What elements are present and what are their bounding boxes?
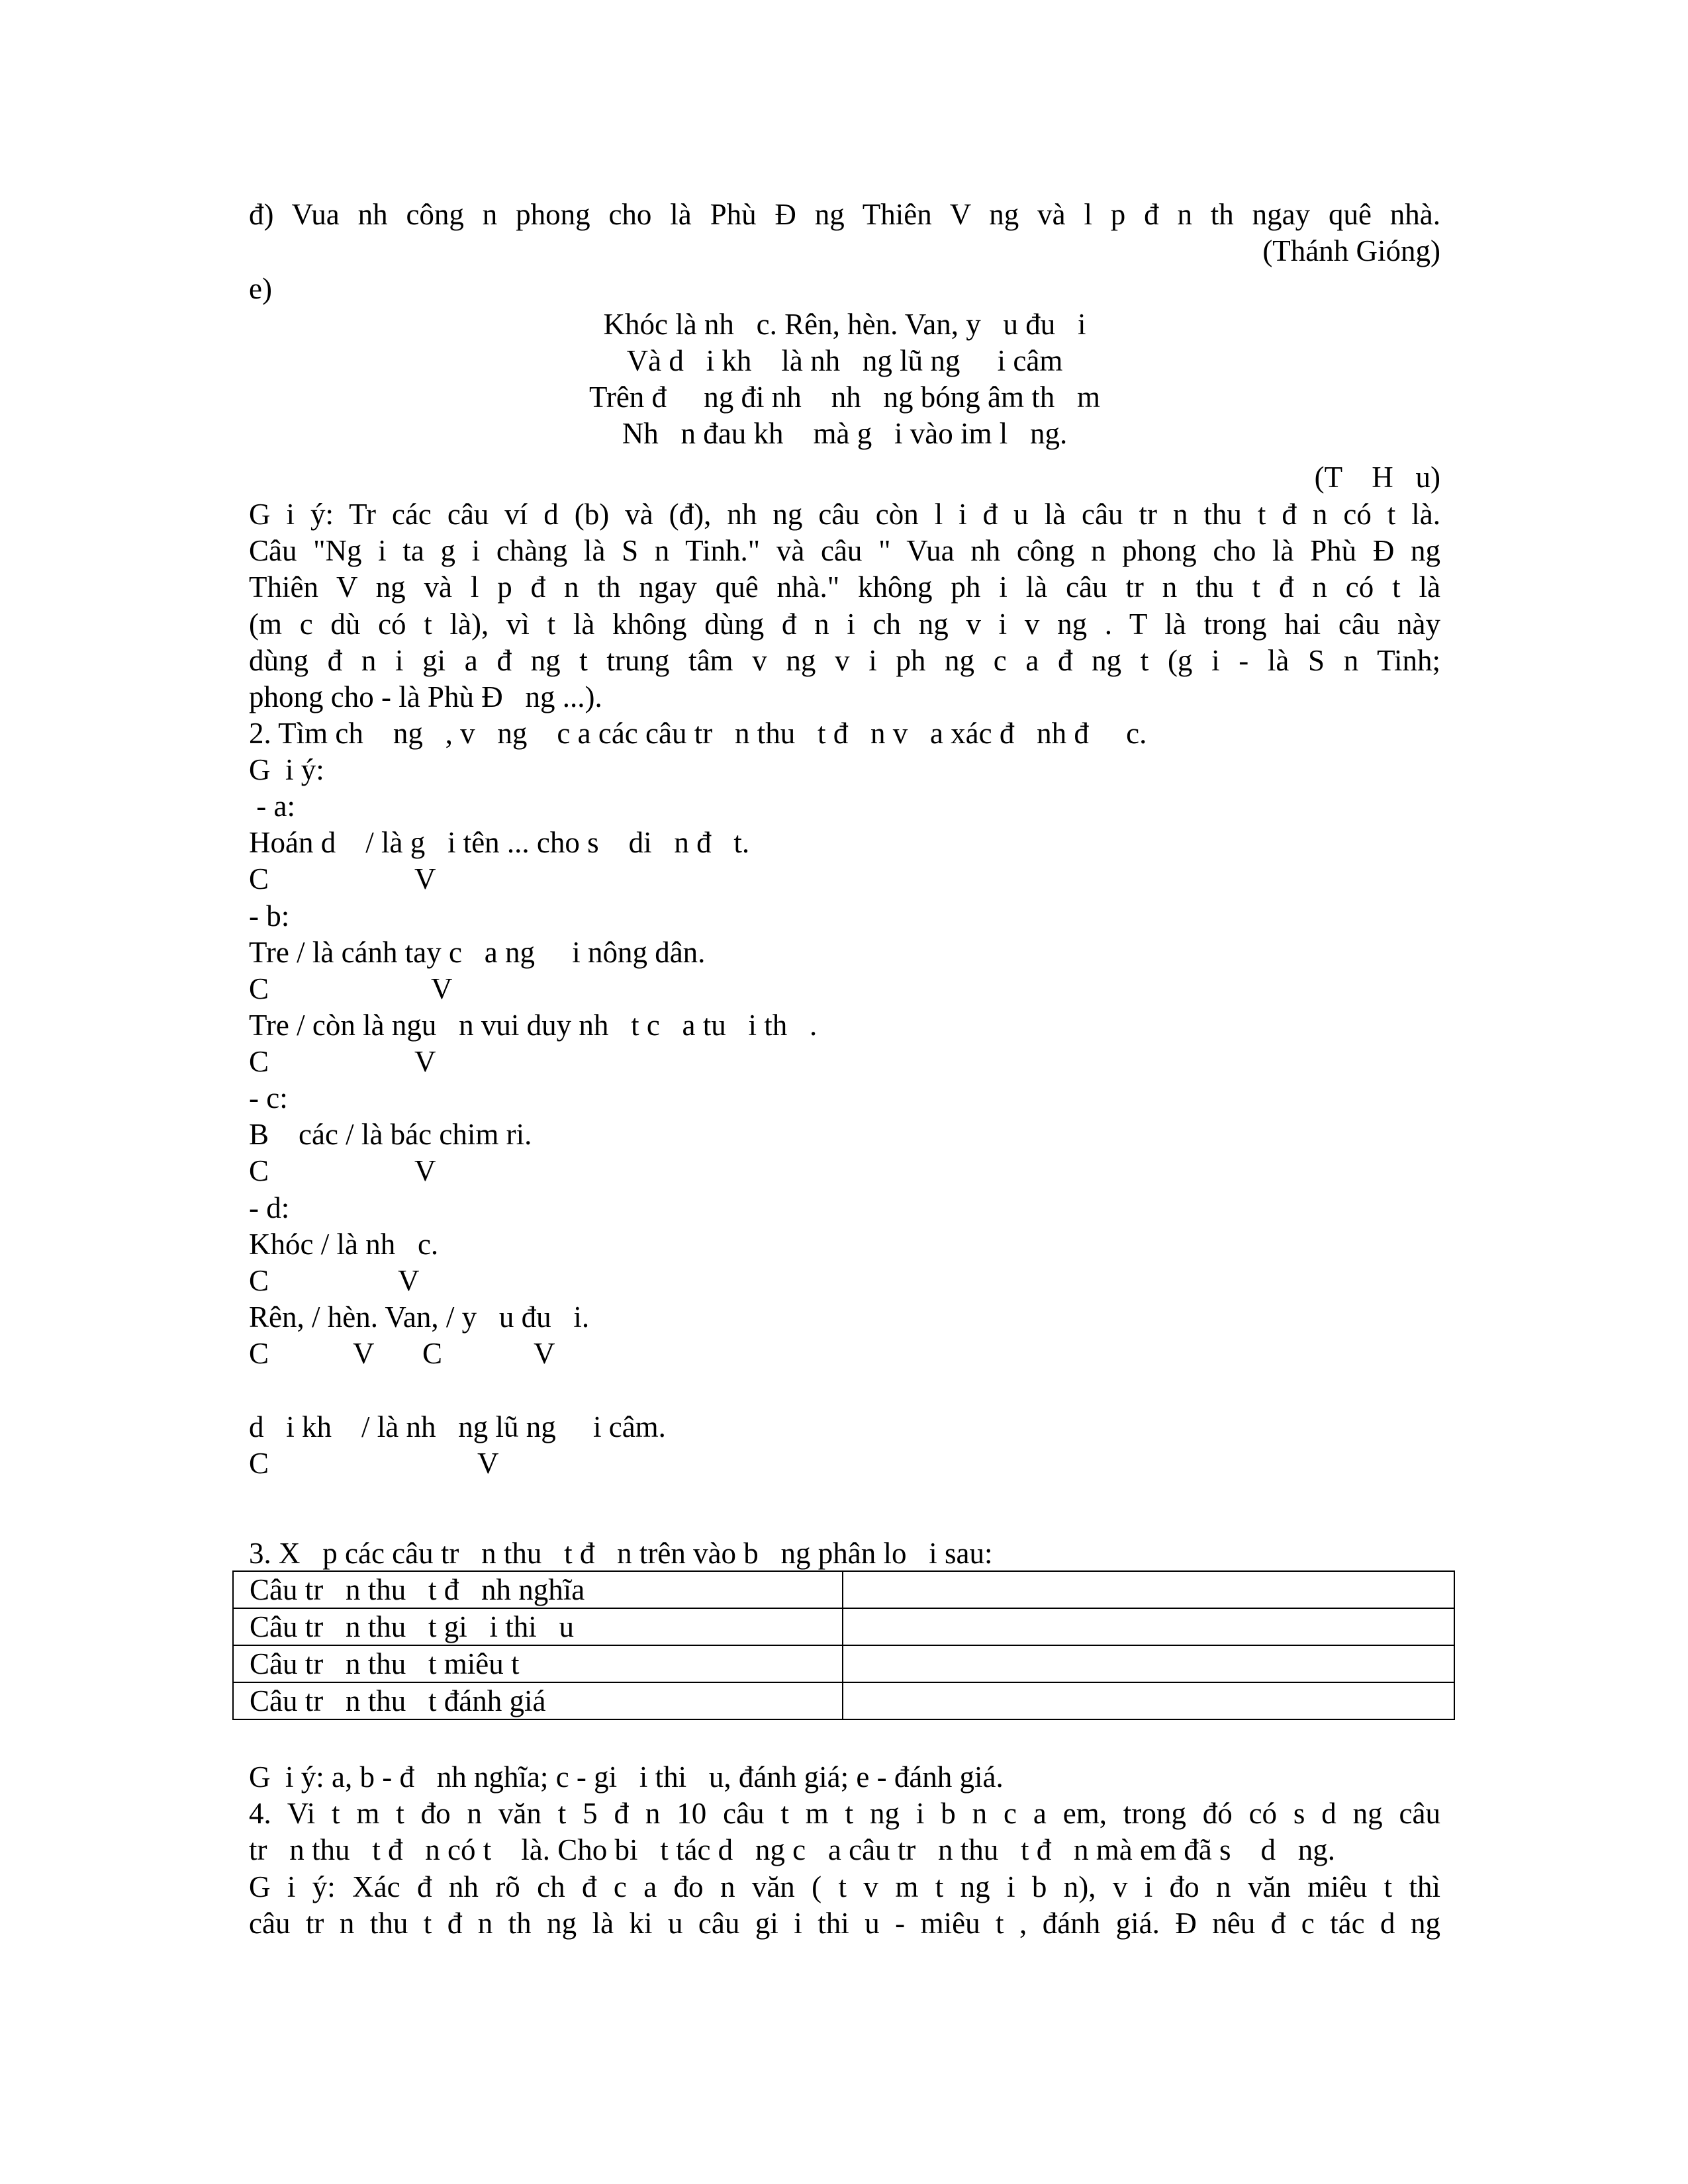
table-row [233,1645,1454,1682]
example-e-source: (T H u) [1314,461,1440,494]
hint-line: dùng đ n i gi a đ ng t trung tâm v ng v i ph ng c a đ ng t (g i - là S n Tinh; [249,644,1440,677]
table-row [233,1682,1454,1719]
q4-line: tr n thu t đ n có t là. Cho bi t tác d ng c a câu tr n thu t đ n mà em đã s d ng. [249,1833,1335,1866]
poem-line: Trên đ ng đi nh nh ng bóng âm th m [588,381,1101,414]
item-sentence: Tre / còn là ngu n vui duy nh t c a tu i th . [249,1009,818,1042]
hint-line: phong cho - là Phù Đ ng ...). [249,680,602,713]
table-cell-empty[interactable] [843,1682,1454,1719]
q2-title: 2. Tìm ch ng , v ng c a các câu tr n thu t đ n v a xác đ nh đ c. [249,717,1147,750]
predicate-marker: V [414,1154,436,1187]
predicate-marker: V [431,972,453,1005]
predicate-marker: V [353,1337,375,1370]
item-label: - b: [249,899,290,933]
table-cell-category: Câu tr n thu t gi i thi u [233,1608,843,1645]
subject-marker: C [422,1337,443,1370]
table-cell-empty[interactable] [843,1608,1454,1645]
poem-line: Khóc là nh c. Rên, hèn. Van, y u đu i [603,308,1086,341]
hint-line: Thiên V ng và l p đ n th ngay quê nhà." không ph i là câu tr n thu t đ n có t là [249,570,1440,604]
example-d-sentence: đ) Vua nh công n phong cho là Phù Đ ng Thiên V ng và l p đ n th ngay quê nhà. [249,198,1440,231]
classification-table [232,1570,1455,1720]
predicate-marker: V [414,862,436,895]
table-cell-category: Câu tr n thu t đánh giá [233,1682,843,1719]
subject-marker: C [249,972,269,1005]
table-cell-empty[interactable] [843,1645,1454,1682]
item-label: - d: [249,1191,290,1224]
poem-line: Nh n đau kh mà g i vào im l ng. [622,417,1068,450]
table-cell-category: Câu tr n thu t miêu t [233,1645,843,1682]
subject-marker: C [249,1154,269,1187]
poem-line: Và d i kh là nh ng lũ ng i câm [626,344,1063,377]
item-sentence: Hoán d / là g i tên ... cho s di n đ t. [249,826,750,859]
hint-line: (m c dù có t là), vì t là không dùng đ n i ch ng v i v ng . T là trong hai câu này [249,608,1440,641]
item-sentence: d i kh / là nh ng lũ ng i câm. [249,1410,666,1443]
subject-marker: C [249,1264,269,1297]
item-label: - a: [249,790,295,823]
item-label: - c: [249,1081,288,1115]
table-row [233,1608,1454,1645]
example-e-label: e) [249,272,272,305]
predicate-marker: V [477,1447,499,1480]
q4-line: câu tr n thu t đ n th ng là ki u câu gi i thi u - miêu t , đánh giá. Đ nêu đ c tác d ng [249,1907,1440,1940]
q3-title: 3. X p các câu tr n thu t đ n trên vào b ng phân lo i sau: [249,1537,993,1570]
subject-marker: C [249,1045,269,1078]
example-d-source: (Thánh Gióng) [1262,234,1440,267]
table-cell-category: Câu tr n thu t đ nh nghĩa [233,1571,843,1608]
subject-marker: C [249,1447,269,1480]
subject-marker: C [249,1337,269,1370]
predicate-marker: V [414,1045,436,1078]
q2-hint-label: G i ý: [249,753,324,786]
hint-line: G i ý: Tr các câu ví d (b) và (đ), nh ng câu còn l i đ u là câu tr n thu t đ n có t là. [249,498,1440,531]
table-row [233,1571,1454,1608]
item-sentence: Khóc / là nh c. [249,1228,439,1261]
table-cell-empty[interactable] [843,1571,1454,1608]
item-sentence: Rên, / hèn. Van, / y u đu i. [249,1300,590,1334]
q4-line: 4. Vi t m t đo n văn t 5 đ n 10 câu t m t ng i b n c a em, trong đó có s d ng câu [249,1797,1440,1830]
hint-line: Câu "Ng i ta g i chàng là S n Tinh." và câu " Vua nh công n phong cho là Phù Đ ng [249,534,1440,567]
subject-marker: C [249,862,269,895]
predicate-marker: V [534,1337,555,1370]
q4-line: G i ý: Xác đ nh rõ ch đ c a đo n văn ( t v m t ng i b n), v i đo n văn miêu t thì [249,1870,1440,1903]
item-sentence: B các / là bác chim ri. [249,1118,532,1151]
predicate-marker: V [398,1264,420,1297]
q3-hint: G i ý: a, b - đ nh nghĩa; c - gi i thi u, đánh giá; e - đánh giá. [249,1760,1004,1794]
item-sentence: Tre / là cánh tay c a ng i nông dân. [249,936,706,969]
